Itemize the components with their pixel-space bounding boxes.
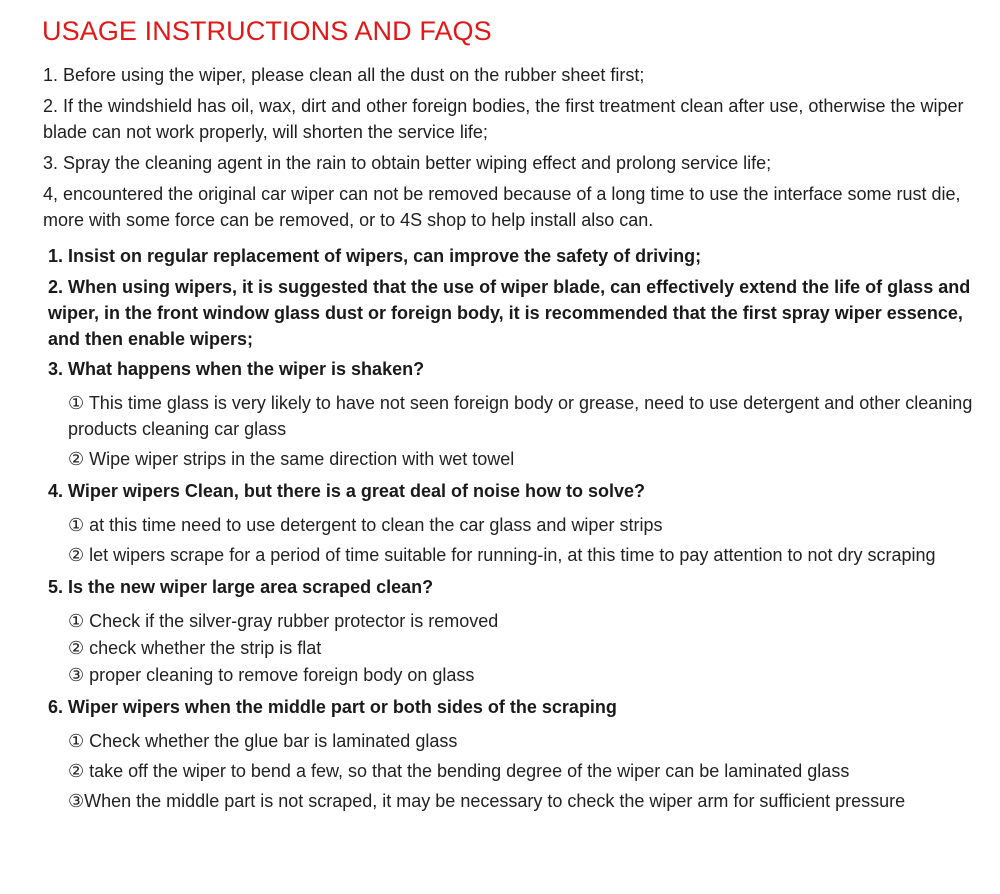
faq-item: 2. When using wipers, it is suggested that the use of wiper blade, can effectively extend the life of glass and wiper, in the front window glass dust or foreign body, it is recommended that the first spray wiper essence, and then enable wipers; [48,277,971,349]
usage-item: 1. Before using the wiper, please clean all the dust on the rubber sheet first; [43,65,645,85]
usage-item: 3. Spray the cleaning agent in the rain to obtain better wiping effect and prolong service life; [43,153,772,173]
faq-answer: ② Wipe wiper strips in the same direction with wet towel [68,449,515,469]
faq-answer: ① This time glass is very likely to have not seen foreign body or grease, need to use detergent and other cleaning products cleaning car glass [68,393,973,439]
faq-answer: ③When the middle part is not scraped, it may be necessary to check the wiper arm for sufficient pressure [68,791,906,811]
faq-answer: ① Check if the silver-gray rubber protector is removed [68,611,499,631]
faq-question: 5. Is the new wiper large area scraped clean? [48,577,434,597]
page-title: USAGE INSTRUCTIONS AND FAQS [42,16,492,46]
faq-answer: ③ proper cleaning to remove foreign body on glass [68,665,475,685]
faq-answers [68,512,993,568]
faq-answer: ② let wipers scrape for a period of time suitable for running-in, at this time to pay attention to not dry scraping [68,545,936,565]
faq-answers [68,608,993,688]
faq-question: 6. Wiper wipers when the middle part or both sides of the scraping [48,697,617,717]
faq-item: 1. Insist on regular replacement of wipers, can improve the safety of driving; [48,246,702,266]
faq-answers [68,390,993,472]
faq-answer: ② check whether the strip is flat [68,638,322,658]
faq-section [48,243,993,820]
faq-question: 4. Wiper wipers Clean, but there is a great deal of noise how to solve? [48,481,645,501]
faq-answer: ② take off the wiper to bend a few, so that the bending degree of the wiper can be laminated glass [68,761,850,781]
usage-instructions [43,62,993,233]
faq-answer: ① Check whether the glue bar is laminated glass [68,731,458,751]
faq-question: 3. What happens when the wiper is shaken? [48,359,425,379]
usage-item: 4, encountered the original car wiper can not be removed because of a long time to use the interface some rust die, more with some force can be removed, or to 4S shop to help install also can. [43,184,961,230]
faq-answers [68,728,993,814]
usage-item: 2. If the windshield has oil, wax, dirt and other foreign bodies, the first treatment clean after use, otherwise the wiper blade can not work properly, will shorten the service life; [43,96,964,142]
faq-answer: ① at this time need to use detergent to clean the car glass and wiper strips [68,515,663,535]
